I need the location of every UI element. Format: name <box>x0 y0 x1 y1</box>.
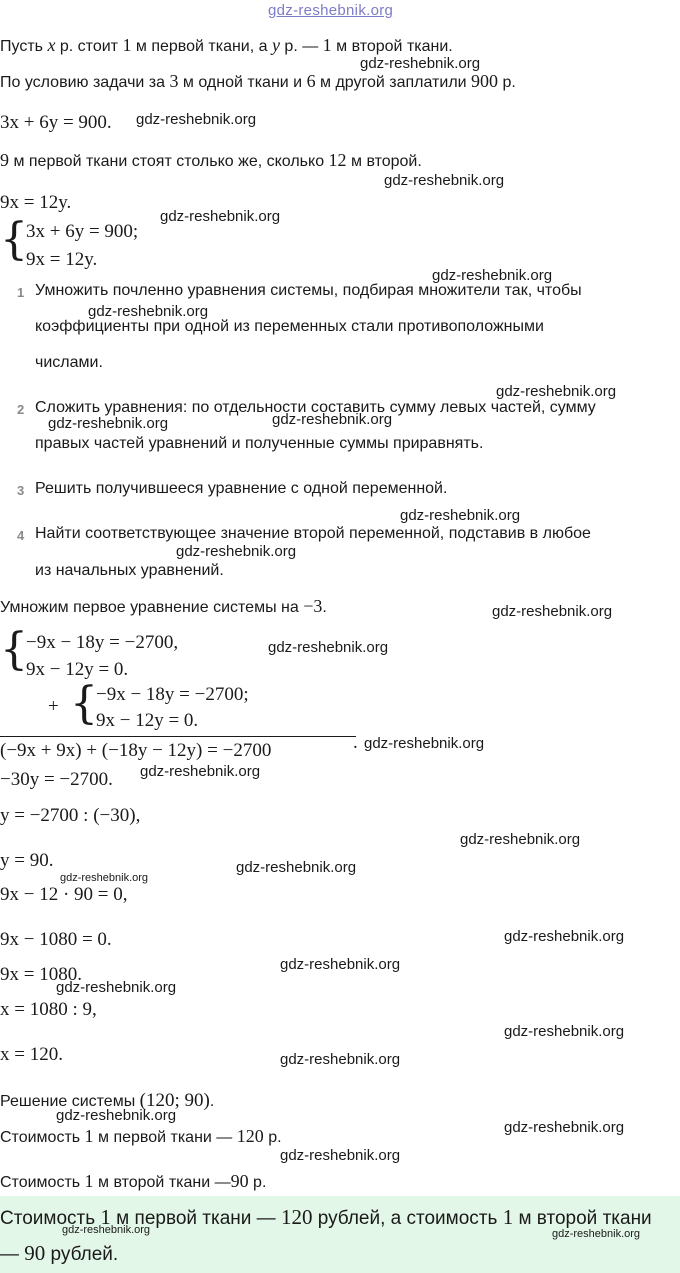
watermark: gdz-reshebnik.org <box>364 735 485 752</box>
step-number: 2 <box>17 402 25 417</box>
num: 3 <box>169 71 179 91</box>
watermark: gdz-reshebnik.org <box>280 956 401 973</box>
text: м второй ткани — <box>93 1174 231 1191</box>
watermark: gdz-reshebnik.org <box>236 859 357 876</box>
text: рублей. <box>45 1244 119 1265</box>
step-1-line-3: числами. <box>35 354 103 371</box>
num: 6 <box>306 71 316 91</box>
text: м второй ткани <box>513 1208 652 1229</box>
step-4-line-1: Найти соответствующее значение второй переменной, подставив в любое <box>35 525 591 542</box>
watermark: gdz-reshebnik.org <box>504 928 625 945</box>
equation-1: 3x + 6y = 900. <box>0 112 112 133</box>
text: м второй. <box>346 153 422 170</box>
intro-line-2 <box>0 70 516 93</box>
solution-pair: (120; 90) <box>139 1090 210 1111</box>
text: р. — <box>279 38 323 55</box>
step-1-line-2: коэффициенты при одной из переменных стали противоположными <box>35 318 544 335</box>
sum-rule <box>0 736 356 737</box>
watermark: gdz-reshebnik.org <box>56 1107 177 1124</box>
text: Решение системы <box>0 1093 140 1110</box>
num: 12 <box>328 150 347 170</box>
solution-line-5: 9x − 1080 = 0. <box>0 929 112 950</box>
num: 1 <box>502 1205 514 1229</box>
num: 120 <box>280 1205 313 1229</box>
text: м первой ткани стоят столько же, сколько <box>9 153 329 170</box>
system3-row-1: −9x − 18y = −2700; <box>96 684 249 705</box>
watermark: gdz-reshebnik.org <box>272 411 393 428</box>
watermark: gdz-reshebnik.org <box>384 172 505 189</box>
watermark: gdz-reshebnik.org <box>460 831 581 848</box>
num: 900 <box>471 71 499 91</box>
watermark: gdz-reshebnik.org <box>268 639 389 656</box>
watermark: gdz-reshebnik.org <box>280 1147 401 1164</box>
system-brace: { <box>70 678 98 729</box>
num: 1 <box>100 1205 111 1229</box>
watermark-small: gdz-reshebnik.org <box>60 872 149 884</box>
equation-2: 9x = 12y. <box>0 192 72 213</box>
text: м первой ткани — <box>110 1208 281 1229</box>
watermark: gdz-reshebnik.org <box>160 208 281 225</box>
num: 1 <box>84 1126 94 1146</box>
system2-row-1: −9x − 18y = −2700, <box>26 632 179 653</box>
text: Умножим первое уравнение системы на <box>0 599 304 616</box>
text: По условию задачи за <box>0 74 170 91</box>
multiply-line <box>0 595 327 618</box>
text: р. <box>248 1174 267 1191</box>
watermark-small: gdz-reshebnik.org <box>62 1224 151 1236</box>
system-brace: { <box>0 624 28 675</box>
num: 120 <box>236 1126 264 1146</box>
text: Стоимость <box>0 1174 85 1191</box>
step-number: 1 <box>17 285 25 300</box>
watermark: gdz-reshebnik.org <box>400 507 521 524</box>
system-row-2: 9x = 12y. <box>26 249 98 270</box>
text: р. <box>498 74 516 91</box>
step-2-line-2: правых частей уравнений и полученные суммы приравнять. <box>35 435 484 452</box>
cost-line-2 <box>0 1170 266 1193</box>
watermark: gdz-reshebnik.org <box>140 763 261 780</box>
watermark: gdz-reshebnik.org <box>496 383 617 400</box>
solution-line-7: x = 1080 : 9, <box>0 999 97 1020</box>
step-1-line-1: Умножить почленно уравнения системы, подбирая множители так, чтобы <box>35 282 582 299</box>
watermark: gdz-reshebnik.org <box>88 303 209 320</box>
plus-sign: + <box>48 696 59 717</box>
solution-line-1: −30y = −2700. <box>0 769 113 790</box>
cost-line-1 <box>0 1125 282 1148</box>
text: Стоимость <box>0 1129 85 1146</box>
text: м одной ткани и <box>178 74 307 91</box>
var-x: x <box>47 35 56 55</box>
watermark: gdz-reshebnik.org <box>504 1119 625 1136</box>
num: 1 <box>322 35 332 55</box>
watermark-small: gdz-reshebnik.org <box>552 1228 641 1240</box>
solution-line-3: y = 90. <box>0 850 54 871</box>
system-brace: { <box>0 214 28 265</box>
watermark: gdz-reshebnik.org <box>136 111 257 128</box>
text: . <box>322 599 327 616</box>
num: −3 <box>303 596 323 616</box>
watermark-top[interactable]: gdz-reshebnik.org <box>268 2 394 19</box>
watermark: gdz-reshebnik.org <box>504 1023 625 1040</box>
num: 1 <box>122 35 132 55</box>
watermark: gdz-reshebnik.org <box>280 1051 401 1068</box>
system3-row-2: 9x − 12y = 0. <box>96 710 199 731</box>
text: м второй ткани. <box>331 38 453 55</box>
text: м другой заплатили <box>315 74 472 91</box>
watermark: gdz-reshebnik.org <box>56 979 177 996</box>
watermark: gdz-reshebnik.org <box>176 543 297 560</box>
var-y: y <box>271 35 280 55</box>
watermark: gdz-reshebnik.org <box>360 55 481 72</box>
answer-line-2 <box>0 1242 118 1267</box>
intro-line-3 <box>0 149 422 172</box>
watermark: gdz-reshebnik.org <box>492 603 613 620</box>
step-number: 4 <box>17 528 25 543</box>
text: . <box>209 1093 215 1110</box>
sum-line: (−9x + 9x) + (−18y − 12y) = −2700 <box>0 740 272 761</box>
num: 9 <box>0 150 9 170</box>
step-2-line-1: Сложить уравнения: по отдельности составить сумму левых частей, сумму <box>35 399 596 416</box>
num: 90 <box>24 1241 46 1265</box>
text: р. <box>263 1129 282 1146</box>
watermark: gdz-reshebnik.org <box>48 415 169 432</box>
text: м первой ткани, а <box>131 38 272 55</box>
step-number: 3 <box>17 483 25 498</box>
text: рублей, а стоимость <box>312 1208 503 1229</box>
text: Пусть <box>0 38 48 55</box>
watermark: gdz-reshebnik.org <box>432 267 553 284</box>
num: 90 <box>230 1171 249 1191</box>
solution-line-4: 9x − 12 · 90 = 0, <box>0 884 128 905</box>
num: 1 <box>84 1171 94 1191</box>
step-3-line-1: Решить получившееся уравнение с одной переменной. <box>35 480 448 497</box>
solution-line-8: x = 120. <box>0 1044 63 1065</box>
system-row-1: 3x + 6y = 900; <box>26 221 139 242</box>
step-4-line-2: из начальных уравнений. <box>35 562 224 579</box>
text: м первой ткани — <box>93 1129 237 1146</box>
text: Стоимость <box>0 1208 101 1229</box>
text: р. стоит <box>55 38 123 55</box>
text: — <box>0 1244 25 1265</box>
system2-row-2: 9x − 12y = 0. <box>26 659 129 680</box>
intro-line-1 <box>0 34 453 57</box>
sum-dot: . <box>353 732 358 753</box>
solution-line-6: 9x = 1080. <box>0 964 82 985</box>
solution-line-2: y = −2700 : (−30), <box>0 805 141 826</box>
